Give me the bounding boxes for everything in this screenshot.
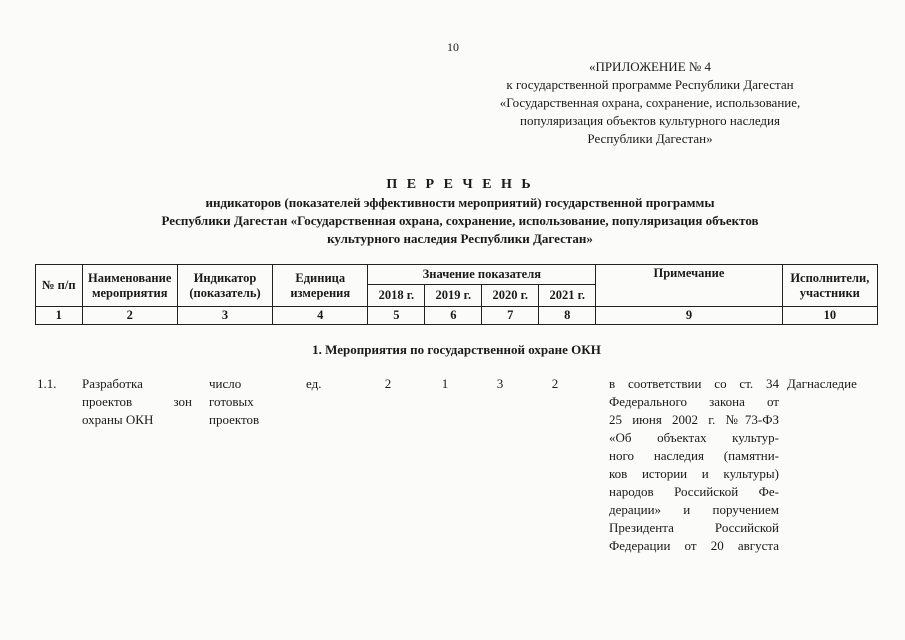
row-value-2020: 3 (496, 376, 504, 391)
row-note (609, 375, 779, 555)
row-value-2021: 2 (551, 376, 559, 391)
note-line: ного наследия (памятни- (609, 448, 779, 463)
col-number: 1 (36, 307, 83, 325)
page-number: 10 (447, 40, 459, 54)
col-number: 9 (596, 307, 782, 325)
note-line: 25 июня 2002 г. №73-ФЗ (609, 412, 779, 427)
title-line: Республики Дагестан «Государственная охрана, сохранение, использование, популяризация объектов (161, 213, 759, 228)
appendix-line: «ПРИЛОЖЕНИЕ № 4 (588, 59, 712, 74)
indicator-table-header (35, 264, 878, 325)
header-year: 2021 г. (539, 285, 596, 307)
row-name: Разработка проектов зон охраны ОКН (82, 376, 192, 427)
note-line: в соответствии со ст. 34 (609, 376, 779, 391)
header-value-group: Значение показателя (368, 265, 596, 285)
appendix-line: Республики Дагестан» (587, 131, 713, 146)
row-executor: Дагнаследие (787, 376, 857, 391)
row-indicator: число готовых проектов (209, 376, 260, 427)
table-row (35, 375, 878, 635)
header-year: 2019 г. (425, 285, 482, 307)
note-line: Федерального закона от (609, 394, 779, 409)
section-title: 1. Мероприятия по государственной охране ОКН (312, 342, 601, 357)
col-number: 7 (482, 307, 539, 325)
header-indicator: Индикатор (показатель) (177, 265, 272, 307)
header-unit: Единица измерения (273, 265, 368, 307)
title-line: культурного наследия Республики Дагестан» (327, 231, 593, 246)
title-main: П Е Р Е Ч Е Н Ь (386, 177, 534, 192)
note-line: народов Российской Фе- (609, 484, 779, 499)
header-note: Примечание (596, 265, 782, 307)
note-line: ков истории и культуры) (609, 466, 779, 481)
row-value-2019: 1 (441, 376, 449, 391)
col-number: 6 (425, 307, 482, 325)
note-line: Президента Российской (609, 520, 779, 535)
header-year: 2020 г. (482, 285, 539, 307)
col-number: 8 (539, 307, 596, 325)
row-num: 1.1. (37, 376, 57, 391)
document-title (60, 176, 860, 248)
header-name: Наименование мероприятия (82, 265, 177, 307)
appendix-header (470, 58, 830, 148)
appendix-line: «Государственная охрана, сохранение, использование, (499, 95, 801, 110)
col-number: 10 (782, 307, 877, 325)
note-line: Федерации от 20 августа (609, 538, 779, 553)
header-executors: Исполнители, участники (782, 265, 877, 307)
col-number: 2 (82, 307, 177, 325)
col-number: 3 (177, 307, 272, 325)
row-value-2018: 2 (384, 376, 392, 391)
appendix-line: к государственной программе Республики Дагестан (506, 77, 794, 92)
title-line: индикаторов (показателей эффективности мероприятий) государственной программы (205, 195, 715, 210)
col-number: 5 (368, 307, 425, 325)
row-unit: ед. (306, 376, 322, 391)
header-num: № п/п (36, 265, 83, 307)
header-year: 2018 г. (368, 285, 425, 307)
note-line: «Об объектах культур- (609, 430, 779, 445)
appendix-line: популяризация объектов культурного наследия (520, 113, 780, 128)
col-number: 4 (273, 307, 368, 325)
note-line: дерации» и поручением (609, 502, 779, 517)
